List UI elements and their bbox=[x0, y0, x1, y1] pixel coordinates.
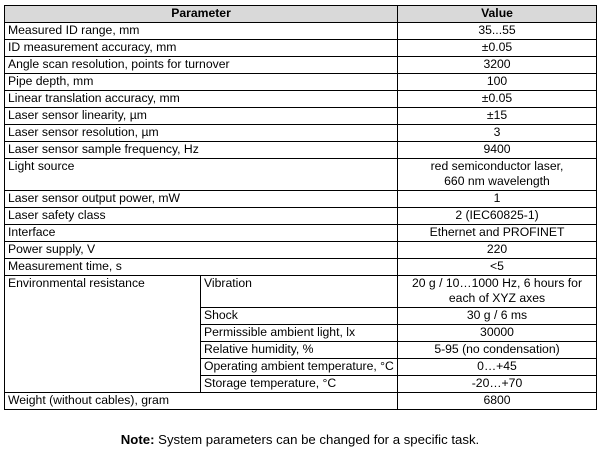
table-row bbox=[5, 91, 597, 108]
environmental-param-cell: Environmental resistance bbox=[5, 276, 201, 393]
param-cell: Weight (without cables), gram bbox=[5, 393, 398, 410]
value-cell: ±15 bbox=[398, 108, 597, 125]
table-header-row bbox=[5, 6, 597, 23]
table-row bbox=[5, 259, 597, 276]
value-cell: 30000 bbox=[398, 325, 597, 342]
value-cell: 1 bbox=[398, 191, 597, 208]
param-cell: Measurement time, s bbox=[5, 259, 398, 276]
value-cell: 2 (IEC60825-1) bbox=[398, 208, 597, 225]
table-row bbox=[5, 108, 597, 125]
table-row bbox=[5, 276, 597, 308]
param-cell: Power supply, V bbox=[5, 242, 398, 259]
note-label: Note: bbox=[120, 432, 155, 447]
value-cell: 5-95 (no condensation) bbox=[398, 342, 597, 359]
sub-param-cell: Vibration bbox=[201, 276, 398, 308]
param-cell: Angle scan resolution, points for turnover bbox=[5, 57, 398, 74]
param-cell: Laser sensor resolution, µm bbox=[5, 125, 398, 142]
value-cell: ±0.05 bbox=[398, 91, 597, 108]
param-cell: Pipe depth, mm bbox=[5, 74, 398, 91]
sub-param-cell: Shock bbox=[201, 308, 398, 325]
table-row bbox=[5, 40, 597, 57]
spec-table bbox=[4, 5, 597, 410]
table-row bbox=[5, 159, 597, 191]
value-cell: 0…+45 bbox=[398, 359, 597, 376]
value-line: each of XYZ axes bbox=[448, 290, 546, 305]
value-cell: 220 bbox=[398, 242, 597, 259]
header-parameter: Parameter bbox=[5, 6, 398, 23]
table-row bbox=[5, 242, 597, 259]
footnote bbox=[0, 432, 600, 447]
table-row bbox=[5, 191, 597, 208]
param-cell: Interface bbox=[5, 225, 398, 242]
param-cell: Laser sensor output power, mW bbox=[5, 191, 398, 208]
value-cell: Ethernet and PROFINET bbox=[398, 225, 597, 242]
sub-param-cell: Storage temperature, °C bbox=[201, 376, 398, 393]
value-line: 20 g / 10…1000 Hz, 6 hours for bbox=[411, 276, 583, 290]
value-cell: -20…+70 bbox=[398, 376, 597, 393]
table-row bbox=[5, 74, 597, 91]
value-cell: 100 bbox=[398, 74, 597, 91]
value-cell: 6800 bbox=[398, 393, 597, 410]
value-cell: 3 bbox=[398, 125, 597, 142]
param-cell: ID measurement accuracy, mm bbox=[5, 40, 398, 57]
value-cell: ±0.05 bbox=[398, 40, 597, 57]
value-line: 660 nm wavelength bbox=[444, 173, 550, 188]
param-cell: Laser safety class bbox=[5, 208, 398, 225]
sub-param-cell: Operating ambient temperature, °C bbox=[201, 359, 398, 376]
header-value: Value bbox=[398, 6, 597, 23]
value-cell: 3200 bbox=[398, 57, 597, 74]
param-cell: Laser sensor linearity, µm bbox=[5, 108, 398, 125]
value-cell: 9400 bbox=[398, 142, 597, 159]
table-row bbox=[5, 225, 597, 242]
sub-param-cell: Relative humidity, % bbox=[201, 342, 398, 359]
param-cell: Measured ID range, mm bbox=[5, 23, 398, 40]
value-cell: 30 g / 6 ms bbox=[398, 308, 597, 325]
table-row bbox=[5, 57, 597, 74]
table-row bbox=[5, 125, 597, 142]
note-text: System parameters can be changed for a specific task. bbox=[154, 432, 480, 447]
value-cell bbox=[398, 276, 597, 308]
param-cell: Linear translation accuracy, mm bbox=[5, 91, 398, 108]
table-row bbox=[5, 393, 597, 410]
value-cell: 35...55 bbox=[398, 23, 597, 40]
value-cell: <5 bbox=[398, 259, 597, 276]
param-cell: Laser sensor sample frequency, Hz bbox=[5, 142, 398, 159]
param-cell: Light source bbox=[5, 159, 398, 191]
table-row bbox=[5, 208, 597, 225]
value-cell bbox=[398, 159, 597, 191]
table-row bbox=[5, 142, 597, 159]
value-line: red semiconductor laser, bbox=[430, 159, 564, 173]
table-row bbox=[5, 23, 597, 40]
sub-param-cell: Permissible ambient light, lx bbox=[201, 325, 398, 342]
